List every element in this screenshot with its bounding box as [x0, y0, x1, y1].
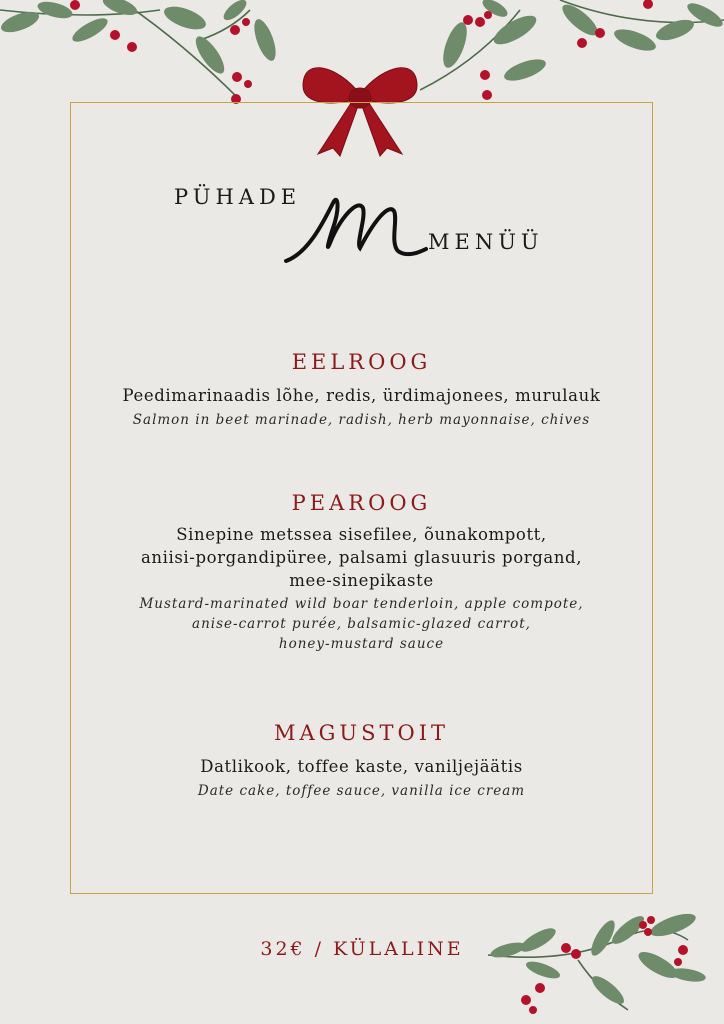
section-magustoit [70, 721, 653, 801]
dish-et: aniisi-porgandipüree, palsami glasuuris porgand, [140, 548, 583, 567]
section-title: MAGUSTOIT [273, 721, 450, 745]
dish-et: mee-sinepikaste [289, 571, 434, 590]
dish-et: Peedimarinaadis lõhe, redis, ürdimajonees, murulauk [122, 386, 601, 405]
section-title: EELROOG [291, 350, 432, 374]
holly-branch-icon [0, 0, 300, 110]
section-eelroog [70, 350, 653, 430]
dish-et: Datlikook, toffee kaste, vaniljejäätis [200, 757, 523, 776]
dish-en: Salmon in beet marinade, radish, herb mayonnaise, chives [132, 412, 591, 428]
dish-en: honey-mustard sauce [278, 636, 445, 652]
script-m-icon [278, 183, 428, 273]
holly-branch-icon [488, 910, 710, 1020]
dish-en: Mustard-marinated wild boar tenderloin, apple compote, [139, 596, 584, 612]
holly-branch-icon [420, 0, 724, 110]
dish-en: Date cake, toffee sauce, vanilla ice cream [197, 783, 526, 799]
section-pearoog [70, 491, 653, 654]
dish-en: anise-carrot purée, balsamic-glazed carrot, [192, 616, 531, 632]
section-title: PEAROOG [291, 491, 432, 515]
price-per-guest: 32€ / KÜLALINE [260, 938, 464, 960]
dish-et: Sinepine metssea sisefilee, õunakompott, [176, 525, 547, 544]
title-word-2: MENÜÜ [428, 230, 544, 254]
title-word-1: PÜHADE [174, 185, 302, 209]
menu-title [170, 175, 570, 275]
